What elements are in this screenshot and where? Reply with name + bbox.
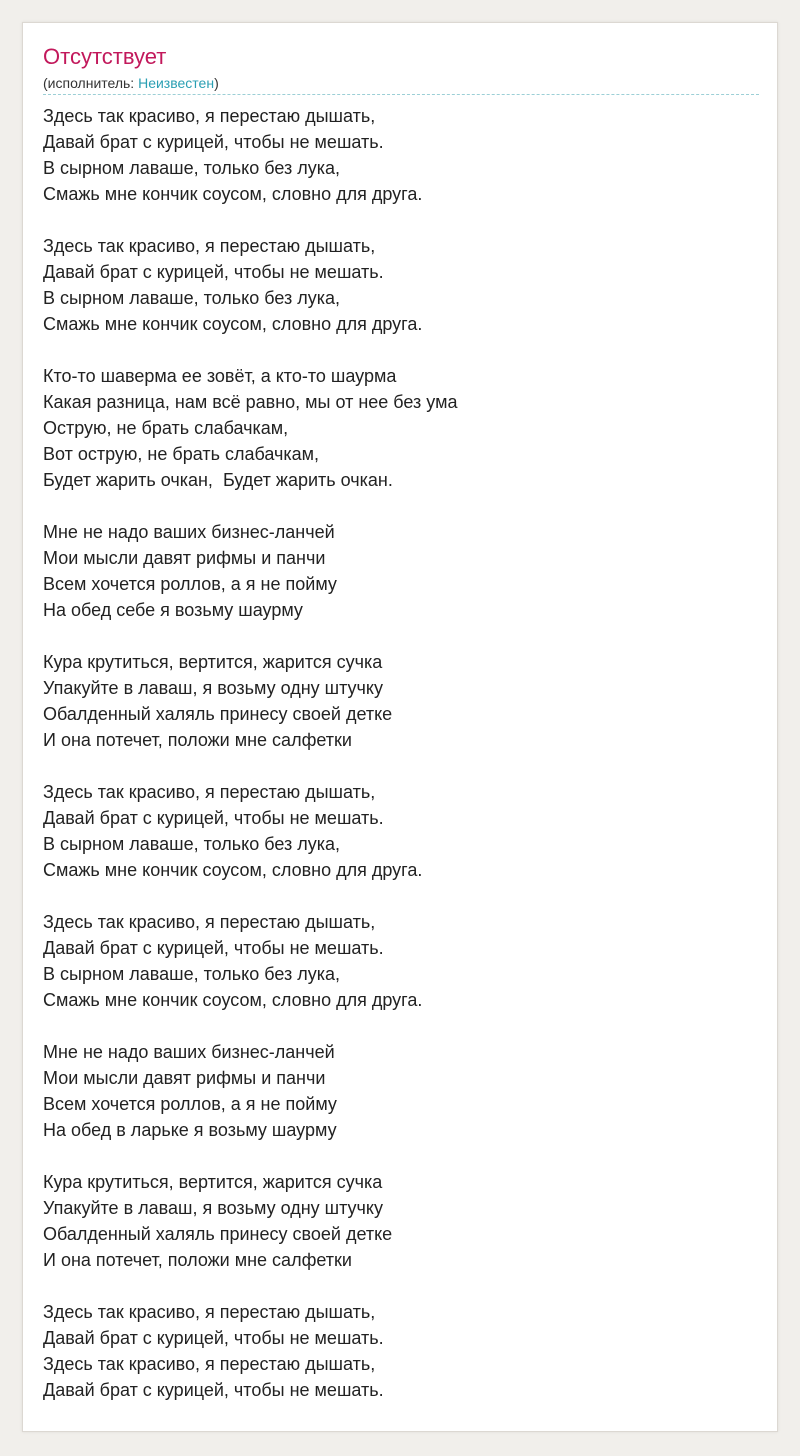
artist-prefix: (исполнитель: [43, 75, 139, 91]
lyrics-stanza [43, 1039, 759, 1143]
title-divider [43, 94, 759, 95]
lyrics-line: Смажь мне кончик соусом, словно для друга. [43, 990, 423, 1010]
lyrics-stanza [43, 1299, 759, 1403]
lyrics-line: Мне не надо ваших бизнес-ланчей [43, 1042, 335, 1062]
lyrics-line: Смажь мне кончик соусом, словно для друга. [43, 860, 423, 880]
lyrics-line: Кто-то шаверма ее зовёт, а кто-то шаурма [43, 366, 397, 386]
lyrics-line: Здесь так красиво, я перестаю дышать, [43, 1302, 376, 1322]
lyrics-line: В сырном лаваше, только без лука, [43, 964, 341, 984]
lyrics-stanza [43, 909, 759, 1013]
lyrics-body [43, 103, 759, 1429]
lyrics-line: Давай брат с курицей, чтобы не мешать. [43, 1380, 384, 1400]
lyrics-stanza [43, 363, 759, 493]
lyrics-line: Здесь так красиво, я перестаю дышать, [43, 912, 376, 932]
lyrics-line: Какая разница, нам всё равно, мы от нее без ума [43, 392, 458, 412]
lyrics-line: Давай брат с курицей, чтобы не мешать. [43, 808, 384, 828]
artist-suffix: ) [214, 75, 219, 91]
lyrics-line: Острую, не брать слабачкам, [43, 418, 289, 438]
lyrics-stanza [43, 779, 759, 883]
lyrics-line: Давай брат с курицей, чтобы не мешать. [43, 1328, 384, 1348]
lyrics-line: Обалденный халяль принесу своей детке [43, 1224, 393, 1244]
lyrics-line: Мои мысли давят рифмы и панчи [43, 1068, 326, 1088]
lyrics-line: На обед в ларьке я возьму шаурму [43, 1120, 337, 1140]
lyrics-line: Давай брат с курицей, чтобы не мешать. [43, 938, 384, 958]
lyrics-line: В сырном лаваше, только без лука, [43, 834, 341, 854]
lyrics-line: Кура крутиться, вертится, жарится сучка [43, 652, 383, 672]
lyrics-line: Смажь мне кончик соусом, словно для друга. [43, 314, 423, 334]
lyrics-line: Мне не надо ваших бизнес-ланчей [43, 522, 335, 542]
lyrics-line: Всем хочется роллов, а я не пойму [43, 574, 337, 594]
lyrics-line: Здесь так красиво, я перестаю дышать, [43, 1354, 376, 1374]
lyrics-line: Упакуйте в лаваш, я возьму одну штучку [43, 678, 383, 698]
lyrics-line: Обалденный халяль принесу своей детке [43, 704, 393, 724]
lyrics-line: Здесь так красиво, я перестаю дышать, [43, 236, 376, 256]
lyrics-line: Вот острую, не брать слабачкам, [43, 444, 320, 464]
lyrics-line: Мои мысли давят рифмы и панчи [43, 548, 326, 568]
lyrics-line: В сырном лаваше, только без лука, [43, 288, 341, 308]
lyrics-stanza [43, 649, 759, 753]
lyrics-line: Смажь мне кончик соусом, словно для друга. [43, 184, 423, 204]
lyrics-line: И она потечет, положи мне салфетки [43, 730, 352, 750]
lyrics-stanza [43, 519, 759, 623]
lyrics-stanza [43, 233, 759, 337]
lyrics-line: Давай брат с курицей, чтобы не мешать. [43, 262, 384, 282]
lyrics-line: Давай брат с курицей, чтобы не мешать. [43, 132, 384, 152]
lyrics-line: В сырном лаваше, только без лука, [43, 158, 341, 178]
lyrics-stanza [43, 103, 759, 207]
lyrics-line: Здесь так красиво, я перестаю дышать, [43, 782, 376, 802]
lyrics-line: Упакуйте в лаваш, я возьму одну штучку [43, 1198, 383, 1218]
lyrics-line: Будет жарить очкан, Будет жарить очкан. [43, 470, 393, 490]
lyrics-line: Всем хочется роллов, а я не пойму [43, 1094, 337, 1114]
lyrics-line: Здесь так красиво, я перестаю дышать, [43, 106, 376, 126]
artist-link[interactable]: Неизвестен [138, 75, 215, 91]
lyrics-stanza [43, 1169, 759, 1273]
song-title: Отсутствует [43, 44, 167, 69]
lyrics-card [22, 22, 778, 1432]
artist-line [43, 74, 219, 92]
lyrics-line: На обед себе я возьму шаурму [43, 600, 303, 620]
lyrics-line: И она потечет, положи мне салфетки [43, 1250, 352, 1270]
lyrics-line: Кура крутиться, вертится, жарится сучка [43, 1172, 383, 1192]
